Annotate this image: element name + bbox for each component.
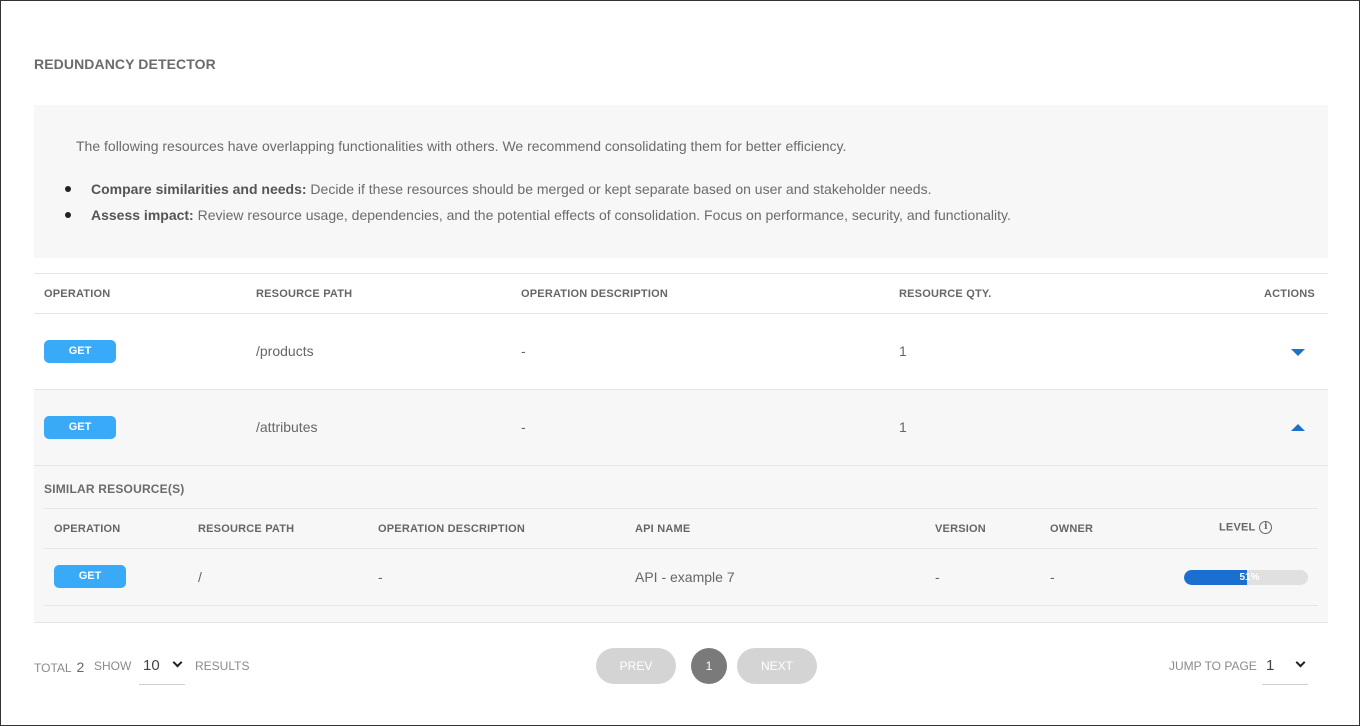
pagination-footer [34,646,1328,686]
similar-table-header [44,508,1318,549]
info-intro: The following resources have overlapping functionalities with others. We recommend consolidating them for better efficiency. [76,138,847,154]
info-bullet-text: Decide if these resources should be merged or kept separate based on user and stakeholder needs. [306,181,932,197]
total-value: 2 [76,659,85,675]
page-size-value: 10 [143,657,160,674]
bullet-icon [65,186,71,192]
collapse-button[interactable] [1288,418,1308,438]
method-badge[interactable]: GET [44,416,116,439]
jump-to-page-label: JUMP TO PAGE [1169,659,1257,673]
page-button-current[interactable]: 1 [691,648,727,684]
total-label: TOTAL [34,661,72,675]
total-count [34,659,84,675]
page-size-select[interactable] [139,646,185,685]
results-label: RESULTS [195,659,250,673]
table-row[interactable] [34,314,1328,390]
col-level-label: LEVEL [1219,521,1256,534]
col-resource-path: RESOURCE PATH [256,288,353,300]
version: - [935,569,940,585]
operation-description: - [378,569,383,585]
level-bar [1184,570,1308,585]
resource-path: /attributes [256,419,318,435]
resource-qty: 1 [899,343,907,359]
info-bullet [65,206,1011,232]
similar-resources-panel [34,466,1328,623]
info-icon[interactable]: i [1259,521,1272,534]
jump-to-page-value: 1 [1266,657,1275,674]
info-bullet-title: Compare similarities and needs: [91,181,307,197]
col-api-name: API NAME [635,523,691,535]
caret-down-icon [1291,349,1305,356]
chevron-down-icon [1296,658,1306,668]
col-actions: ACTIONS [1264,288,1315,300]
col-operation-description: OPERATION DESCRIPTION [521,288,669,300]
info-bullet [65,180,1011,206]
bullet-icon [65,212,71,218]
info-list [65,180,1011,232]
resource-path: / [198,569,202,585]
similar-table-row [44,549,1318,606]
page-title: REDUNDANCY DETECTOR [34,56,216,72]
method-badge[interactable]: GET [44,340,116,363]
table-header [34,273,1328,314]
jump-to-page-select[interactable] [1262,646,1308,685]
col-level [1219,521,1272,534]
prev-button[interactable]: PREV [596,648,676,684]
info-bullet-title: Assess impact: [91,207,194,223]
table-row[interactable] [34,390,1328,466]
resource-qty: 1 [899,419,907,435]
level-percent: 51% [1239,572,1260,583]
info-bullet-text: Review resource usage, dependencies, and the potential effects of consolidation. Focus on performance, security, and functionality. [193,207,1011,223]
operation-description: - [521,343,526,359]
expand-button[interactable] [1288,342,1308,362]
chevron-down-icon [173,658,183,668]
col-resource-path: RESOURCE PATH [198,523,295,535]
api-name: API - example 7 [635,569,735,585]
show-label: SHOW [94,659,132,673]
similar-resources-title: SIMILAR RESOURCE(S) [44,482,185,496]
info-panel [34,105,1328,258]
col-resource-qty: RESOURCE QTY. [899,288,992,300]
col-operation: OPERATION [44,288,111,300]
method-badge[interactable]: GET [54,565,126,588]
col-operation: OPERATION [54,523,121,535]
next-button[interactable]: NEXT [737,648,817,684]
owner: - [1050,569,1055,585]
caret-up-icon [1291,424,1305,431]
resource-path: /products [256,343,314,359]
col-version: VERSION [935,523,986,535]
col-operation-description: OPERATION DESCRIPTION [378,523,526,535]
col-owner: OWNER [1050,523,1094,535]
operation-description: - [521,419,526,435]
